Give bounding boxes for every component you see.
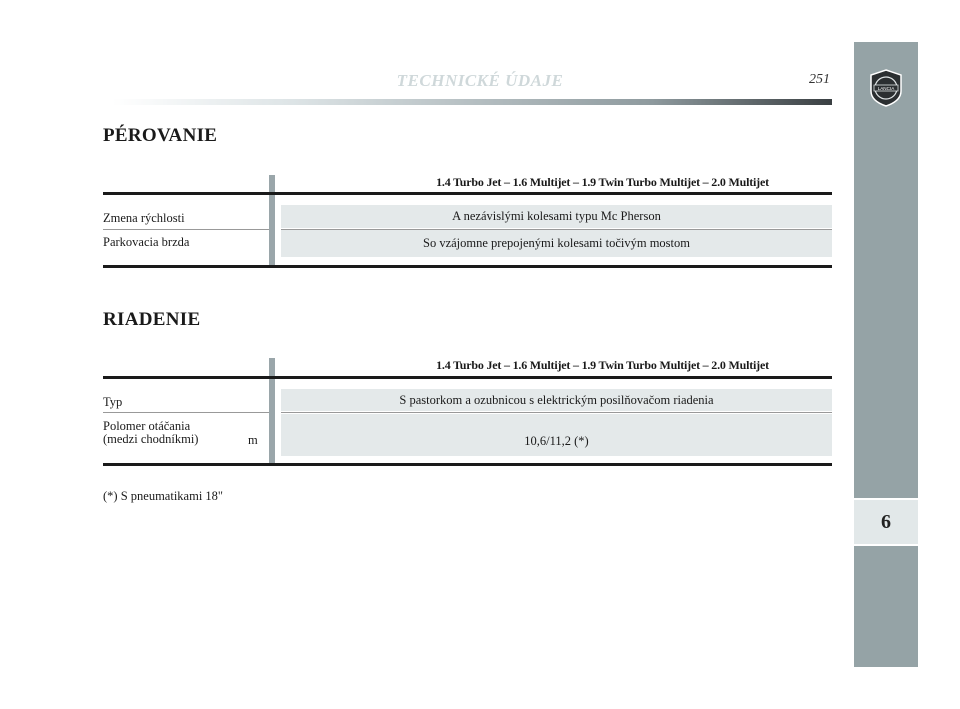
suspension-row-2-value: So vzájomne prepojenými kolesami točivým mostom [281,230,832,257]
suspension-title: PÉROVANIE [103,125,218,146]
steering-title: RIADENIE [103,309,201,330]
steering-bottom-rule [103,463,832,466]
logo-text: LANCIA [877,86,895,91]
suspension-table [103,175,832,270]
steering-top-rule [103,376,832,379]
suspension-row-1-label: Zmena rýchlosti [103,211,185,225]
steering-row-2-unit: m [248,433,258,447]
steering-row-1-label: Typ [103,395,123,409]
page-number: 251 [809,72,830,87]
suspension-row-1-value: A nezávislými kolesami typu Mc Pherson [281,205,832,228]
steering-row-1-value: S pastorkom a ozubnicou s elektrickým posilňovačom riadenia [281,389,832,411]
chapter-sidebar [854,42,918,667]
suspension-row-2-label: Parkovacia brzda [103,235,190,249]
steering-row-2-label [103,420,198,446]
suspension-bottom-rule [103,265,832,268]
footnote: (*) S pneumatikami 18" [103,489,224,503]
row-divider [103,229,269,230]
header-rule [112,99,832,105]
chapter-tab[interactable]: 6 [854,498,918,546]
header-title: TECHNICKÉ ÚDAJE [396,71,564,90]
suspension-top-rule [103,192,832,195]
lancia-logo-icon [869,69,903,107]
steering-table [103,358,832,468]
suspension-engine-header: 1.4 Turbo Jet – 1.6 Multijet – 1.9 Twin Turbo Multijet – 2.0 Multijet [436,175,769,189]
steering-engine-header: 1.4 Turbo Jet – 1.6 Multijet – 1.9 Twin Turbo Multijet – 2.0 Multijet [436,358,769,372]
steering-row-2-label-line2: (medzi chodníkmi) [103,432,199,446]
steering-row-2-label-line1: Polomer otáčania [103,419,191,433]
suspension-vbar [269,175,275,266]
steering-vbar [269,358,275,465]
row-divider [103,412,269,413]
steering-row-2-value: 10,6/11,2 (*) [281,414,832,456]
row-divider [281,412,832,413]
